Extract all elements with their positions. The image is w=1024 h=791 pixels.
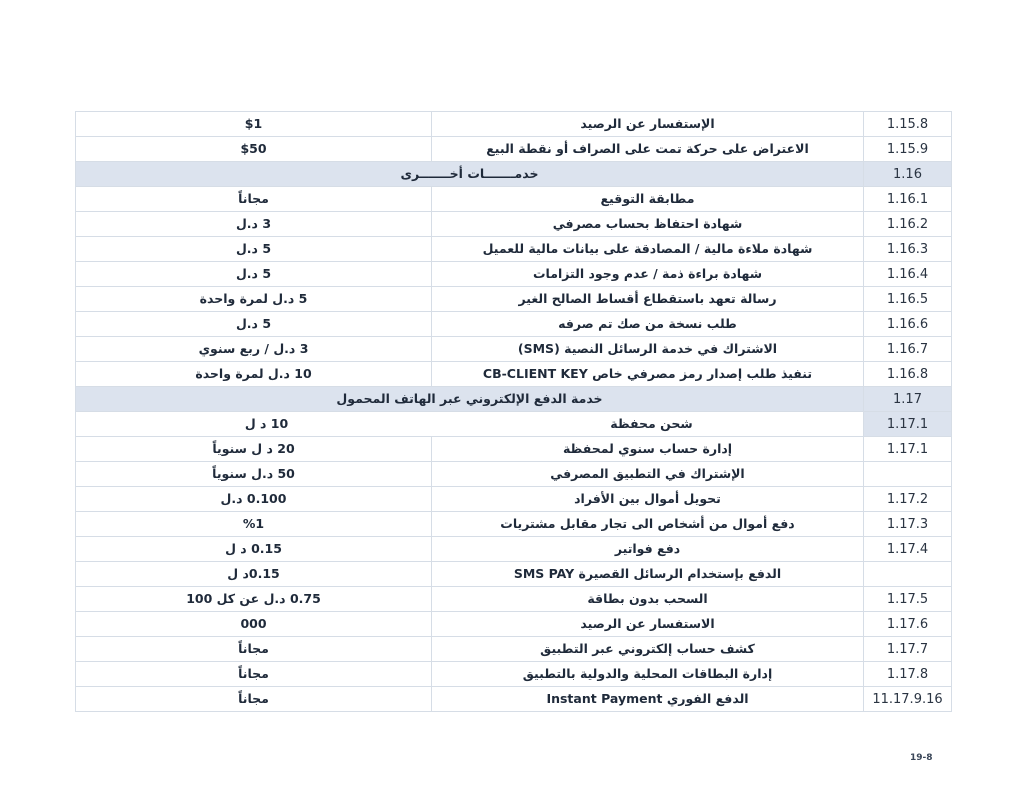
item-number: 1.16.2 [864,212,952,237]
item-description: مطابقة التوقيع [432,187,864,212]
table-row [76,212,952,237]
table-row [76,512,952,537]
item-price: 0.15 د ل [76,537,432,562]
item-description: الإستفسار عن الرصيد [432,112,864,137]
item-description: الاعتراض على حركة تمت على الصراف أو نقطة البيع [432,137,864,162]
item-description: طلب نسخة من صك تم صرفه [432,312,864,337]
table-row [76,362,952,387]
section-header-row [76,162,952,187]
table-row [76,312,952,337]
item-number: 1.16.7 [864,337,952,362]
item-price: %1 [76,512,432,537]
item-number: 1.17.7 [864,637,952,662]
item-description: إدارة حساب سنوي لمحفظة [432,437,864,462]
item-number: 1.16.6 [864,312,952,337]
fees-table [75,111,952,712]
table-row [76,662,952,687]
item-price: 3 د.ل / ربع سنوي [76,337,432,362]
table-row [76,237,952,262]
item-price: 50 د.ل سنوياً [76,462,432,487]
item-number: 1.17.4 [864,537,952,562]
item-price: مجاناً [76,637,432,662]
table-row [76,337,952,362]
item-price: 0.15د ل [76,562,432,587]
item-number [864,462,952,487]
item-number: 1.17.1 [864,437,952,462]
item-number: 1.17.6 [864,612,952,637]
item-number: 1.16.5 [864,287,952,312]
item-price: $50 [76,137,432,162]
item-number: 1.17.3 [864,512,952,537]
item-merged-cell [76,412,864,437]
item-description: الاستفسار عن الرصيد [432,612,864,637]
table-row [76,637,952,662]
table-row [76,437,952,462]
table-row [76,612,952,637]
item-description: شهادة احتفاظ بحساب مصرفي [432,212,864,237]
item-price: 20 د ل سنوياً [76,437,432,462]
item-price: مجاناً [76,687,432,712]
table-row-merged [76,412,952,437]
item-number: 1.16.1 [864,187,952,212]
item-number: 11.17.9.16 [864,687,952,712]
item-price: 5 د.ل [76,237,432,262]
item-price: 5 د.ل [76,312,432,337]
item-price: مجاناً [76,662,432,687]
item-description: السحب بدون بطاقة [432,587,864,612]
table-row [76,287,952,312]
item-description: شحن محفظة [610,415,693,431]
table-row [76,112,952,137]
item-number: 1.15.8 [864,112,952,137]
item-description: رسالة تعهد باستقطاع أقساط الصالح الغير [432,287,864,312]
table-row [76,562,952,587]
section-title: خدمة الدفع الإلكتروني عبر الهاتف المحمول [76,387,864,412]
item-description: الدفع بإستخدام الرسائل القصيرة SMS PAY [432,562,864,587]
table-row [76,587,952,612]
item-price: 0.75 د.ل عن كل 100 [76,587,432,612]
item-price: مجاناً [76,187,432,212]
item-price: 000 [76,612,432,637]
table-row [76,462,952,487]
section-header-row [76,387,952,412]
table-row [76,687,952,712]
item-price: 5 د.ل لمرة واحدة [76,287,432,312]
item-price: 0.100 د.ل [76,487,432,512]
item-description: شهادة براءة ذمة / عدم وجود التزامات [432,262,864,287]
item-number: 1.15.9 [864,137,952,162]
item-description: تحويل أموال بين الأفراد [432,487,864,512]
item-number: 1.17.8 [864,662,952,687]
item-description: دفع فواتير [432,537,864,562]
section-number: 1.17 [864,387,952,412]
item-number: 1.16.8 [864,362,952,387]
item-number: 1.17.1 [864,412,952,437]
page-number: 19-8 [910,753,933,763]
item-number: 1.17.2 [864,487,952,512]
section-number: 1.16 [864,162,952,187]
item-description: إدارة البطاقات المحلية والدولية بالتطبيق [432,662,864,687]
item-number [864,562,952,587]
item-price: 10 د ل [244,415,289,431]
item-price: $1 [76,112,432,137]
item-description: الاشتراك في خدمة الرسائل النصية (SMS) [432,337,864,362]
table-row [76,262,952,287]
item-price: 5 د.ل [76,262,432,287]
table-row [76,187,952,212]
item-description: الدفع الفوري Instant Payment [432,687,864,712]
item-description: كشف حساب إلكتروني عبر التطبيق [432,637,864,662]
item-number: 1.17.5 [864,587,952,612]
item-price: 10 د.ل لمرة واحدة [76,362,432,387]
item-price: 3 د.ل [76,212,432,237]
item-description: شهادة ملاءة مالية / المصادقة على بيانات مالية للعميل [432,237,864,262]
item-number: 1.16.4 [864,262,952,287]
table-row [76,537,952,562]
item-number: 1.16.3 [864,237,952,262]
item-description: دفع أموال من أشخاص الى تجار مقابل مشتريات [432,512,864,537]
table-row [76,137,952,162]
item-description: الإشتراك في التطبيق المصرفي [432,462,864,487]
item-description: تنفيذ طلب إصدار رمز مصرفي خاص CB-CLIENT KEY [432,362,864,387]
table-row [76,487,952,512]
section-title: خدمـــــــات أخـــــــرى [76,162,864,187]
